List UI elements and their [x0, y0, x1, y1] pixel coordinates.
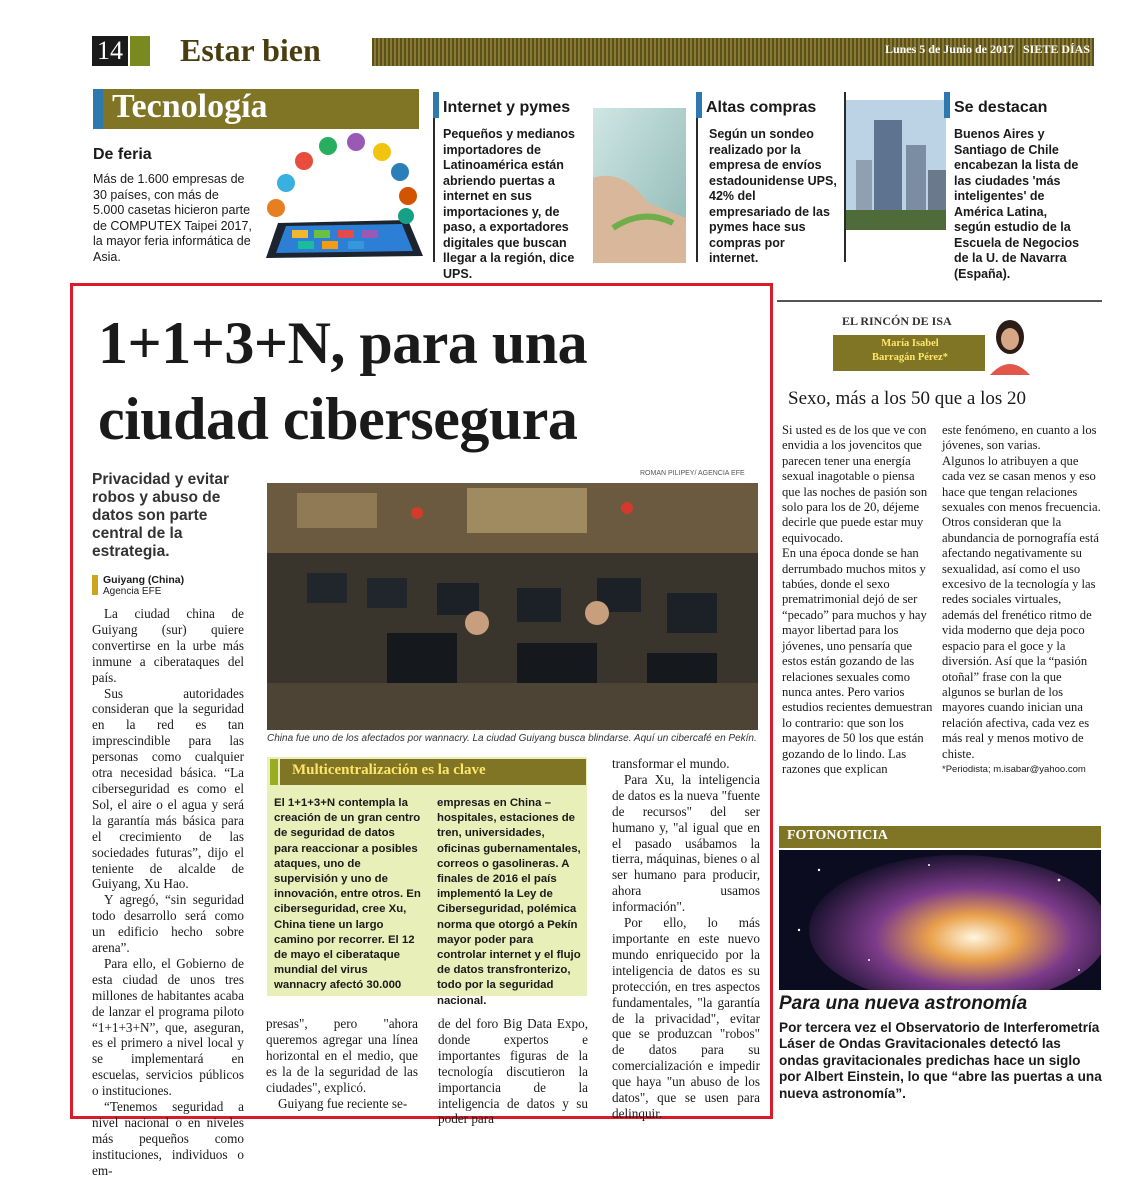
paragraph: Guiyang fue reciente se-: [278, 1095, 408, 1111]
article-column-4: [612, 756, 760, 1122]
paragraph: La ciudad china de Guiyang (sur) quiere convertirse en la urbe más inmune a ciberataques del país.: [92, 606, 244, 685]
column-text-1: [782, 423, 935, 777]
section-title: Estar bien: [180, 32, 321, 68]
date-text: Lunes 5 de Junio de 2017: [884, 42, 1014, 56]
author-name: [840, 337, 980, 365]
nebula-photo: [779, 850, 1101, 990]
tecnologia-accent: [93, 89, 103, 129]
page-number: 14: [92, 36, 128, 66]
compras-text: Según un sondeo realizado por la empresa de envíos estadounidense UPS, 42% del empresariado de las pymes hace sus compras por internet.: [709, 127, 837, 265]
publication-name: SIETE DÍAS: [1022, 42, 1090, 56]
byline-agency: Agencia EFE: [103, 586, 162, 597]
headline-line-2: ciudad cibersegura: [98, 386, 578, 452]
author-name-line-2: Barragán Pérez*: [872, 352, 948, 363]
feria-text: Más de 1.600 empresas de 30 países, con más de 5.000 casetas hicieron parte de COMPUTEX Taipei 2017, la mayor feria informática de Asia.: [93, 172, 252, 264]
skyline-photo: [846, 100, 946, 230]
page-number-accent: [130, 36, 150, 66]
paragraph: Para ello, el Gobierno de esta ciudad de unos tres millones de habitantes acaba de lanzar el programa piloto “1+1+3+N”, que, aseguran, es el primero a nivel local y se implementará en escuelas, servicios públicos o instituciones.: [92, 955, 244, 1099]
accent-mark: [433, 92, 439, 118]
accent-mark: [944, 92, 950, 118]
author-avatar: [985, 315, 1035, 375]
headline-line-1: 1+1+3+N, para una: [98, 310, 588, 376]
article-deck: Privacidad y evitar robos y abuso de datos son parte central de la estrategia.: [92, 471, 229, 560]
tecnologia-title: Tecnología: [112, 88, 268, 125]
paragraph: Algunos lo atribuyen a que cada vez se casan menos y eso hace que tengan relaciones sexuales con menos frecuencia. Otros consideran que la abundancia de pornografía está afectando negativamente su sexualidad, así como el uso excesivo de la tecnología y las redes sociales virtuales, además del frenético ritmo de vida moderno que deja poco espacio para el goce y la diversión. Así que la “pasión otoñal” frase con la que algunos se burlan de los mayores cuando inician una relación afectiva, cada vez es más real y menos motivo de chiste.: [942, 453, 1101, 761]
header-date: [760, 42, 1090, 57]
paragraph: Para Xu, la inteligencia de datos es la nueva "fuente de recursos" del ser humano y, "al igual que en el pasado usábamos la tierra, máquinas, bienes o al ser humano para producir, ahora usamos información".: [612, 771, 760, 915]
article-column-1: [92, 606, 244, 1179]
photo-credit: ROMAN PILIPEY/ AGENCIA EFE: [640, 470, 745, 477]
byline-accent: [92, 575, 98, 595]
compras-kicker: Altas compras: [706, 99, 817, 116]
column-rule: [777, 300, 1102, 302]
paragraph: En una época donde se han derrumbado muchos mitos y tabúes, donde el sexo prematrimonial dejó de ser “pecado” para muchos y hay mayor libertad para los jóvenes, uno pensaría que estos están gozando de las relaciones sexuales como nunca antes. Pero varios estudios recientes demuestran lo contrario: que son los mayores de 50 los que están gozando de lo lindo. Las razones que explican: [782, 546, 933, 776]
paragraph: Si usted es de los que ve con envidia a los jovencitos que parecen tener una energía sexual inagotable o piensa que las noches de pasión son solo para los de 20, déjeme decirle que puede estar muy equivocado.: [782, 423, 928, 545]
pymes-text: Pequeños y medianos importadores de Latinoamérica están abriendo puertas a internet en sus importaciones y, de paso, a exportadores digitales que buscan llegar a la región, dice UPS.: [443, 127, 575, 281]
tablet-apps-illustration: [258, 128, 428, 263]
hand-touch-photo: [593, 108, 686, 263]
fotonoticia-text: Por tercera vez el Observatorio de Interferometría Láser de Ondas Gravitacionales detectó las ondas gravitacionales predichas hace un siglo por Albert Einstein, lo que “abre las puertas a una nueva astronomía”.: [779, 1020, 1102, 1101]
article-column-3-bottom: [438, 1016, 588, 1127]
column-text-2: [942, 423, 1102, 777]
paragraph: “Tenemos seguridad a nivel nacional o en niveles más pequeños como instituciones, individuos o em-: [92, 1099, 244, 1178]
sidebar-title: Multicentralización es la clave: [292, 762, 486, 778]
column-footnote: *Periodista; m.isabar@yahoo.com: [942, 763, 1086, 775]
article-column-2-bottom: [266, 1016, 418, 1111]
column-title: EL RINCÓN DE ISA: [842, 314, 952, 328]
sidebar-accent: [270, 759, 278, 785]
pymes-kicker: Internet y pymes: [443, 99, 571, 116]
accent-mark: [696, 92, 702, 118]
paragraph: Por ello, lo más importante en este nuevo mundo enriquecido por la inteligencia de datos es su protección, en tres aspectos fundamentales, "la garantía de la privacidad", evitar que se produzcan "robos" de datos para su comercialización e impedir que haya "un abuso de los datos", que se usen para delinquir.: [612, 915, 760, 1121]
fotonoticia-label: FOTONOTICIA: [787, 828, 888, 843]
paragraph: este fenómeno, en cuanto a los jóvenes, son varias.: [942, 423, 1097, 453]
fotonoticia-headline: Para una nueva astronomía: [779, 993, 1028, 1014]
paragraph: Y agregó, “sin seguridad todo desarrollo será como un edificio hecho sobre arena”.: [92, 892, 244, 956]
paragraph: Sus autoridades consideran que la seguridad en la red es tan imprescindible para las personas como cualquier otra necesidad básica. “La ciberseguridad es como el Sol, el aire o el agua y será la garantía más básica para el crecimiento de las sociedades futuras”, dijo el teniente de alcalde de Guiyang, Xu Hao.: [92, 685, 244, 892]
article-headline: [98, 305, 758, 457]
byline-place: Guiyang (China): [103, 574, 185, 586]
cybercafe-photo: [267, 483, 758, 730]
feria-kicker: De feria: [93, 146, 152, 163]
column-headline: Sexo, más a los 50 que a los 20: [788, 388, 1027, 409]
photo-caption: China fue uno de los afectados por wannacry. La ciudad Guiyang busca blindarse. Aquí un cibercafé en Pekín.: [267, 733, 757, 744]
author-name-line-1: María Isabel: [881, 338, 939, 349]
destacan-kicker: Se destacan: [954, 99, 1048, 116]
sidebar-column-2: empresas en China –hospitales, estaciones de tren, universidades, oficinas gubernamentales, correos o gasolineras. A finales de 2016 el país implementó la Ley de Ciberseguridad, polémica norma que otorgó a Pekín mayor poder para controlar internet y el flujo de datos transfronterizo, todo por la seguridad nacional.: [437, 797, 581, 1007]
paragraph: presas", pero "ahora queremos agregar una línea horizontal en el medio, que es la de la seguridad de las ciudades", explicó.: [266, 1016, 418, 1095]
destacan-text: Buenos Aires y Santiago de Chile encabezan la lista de las ciudades 'más inteligentes' de América Latina, según estudio de la Escuela de Negocios de la U. de Navarra (España).: [954, 127, 1080, 281]
paragraph: de del foro Big Data Expo, donde expertos e importantes figuras de la tecnología discutieron la importancia de la inteligencia de datos y su poder para: [438, 1016, 588, 1127]
sidebar-column-1: El 1+1+3+N contempla la creación de un gran centro de seguridad de datos para reaccionar a posibles ataques, uno de supervisión y uno de innovación, entre otros. En ciberseguridad, cree Xu, China tiene un largo camino por recorrer. El 12 de mayo el ciberataque mundial del virus wannacry afectó 30.000: [274, 797, 421, 992]
paragraph: transformar el mundo.: [612, 756, 730, 771]
